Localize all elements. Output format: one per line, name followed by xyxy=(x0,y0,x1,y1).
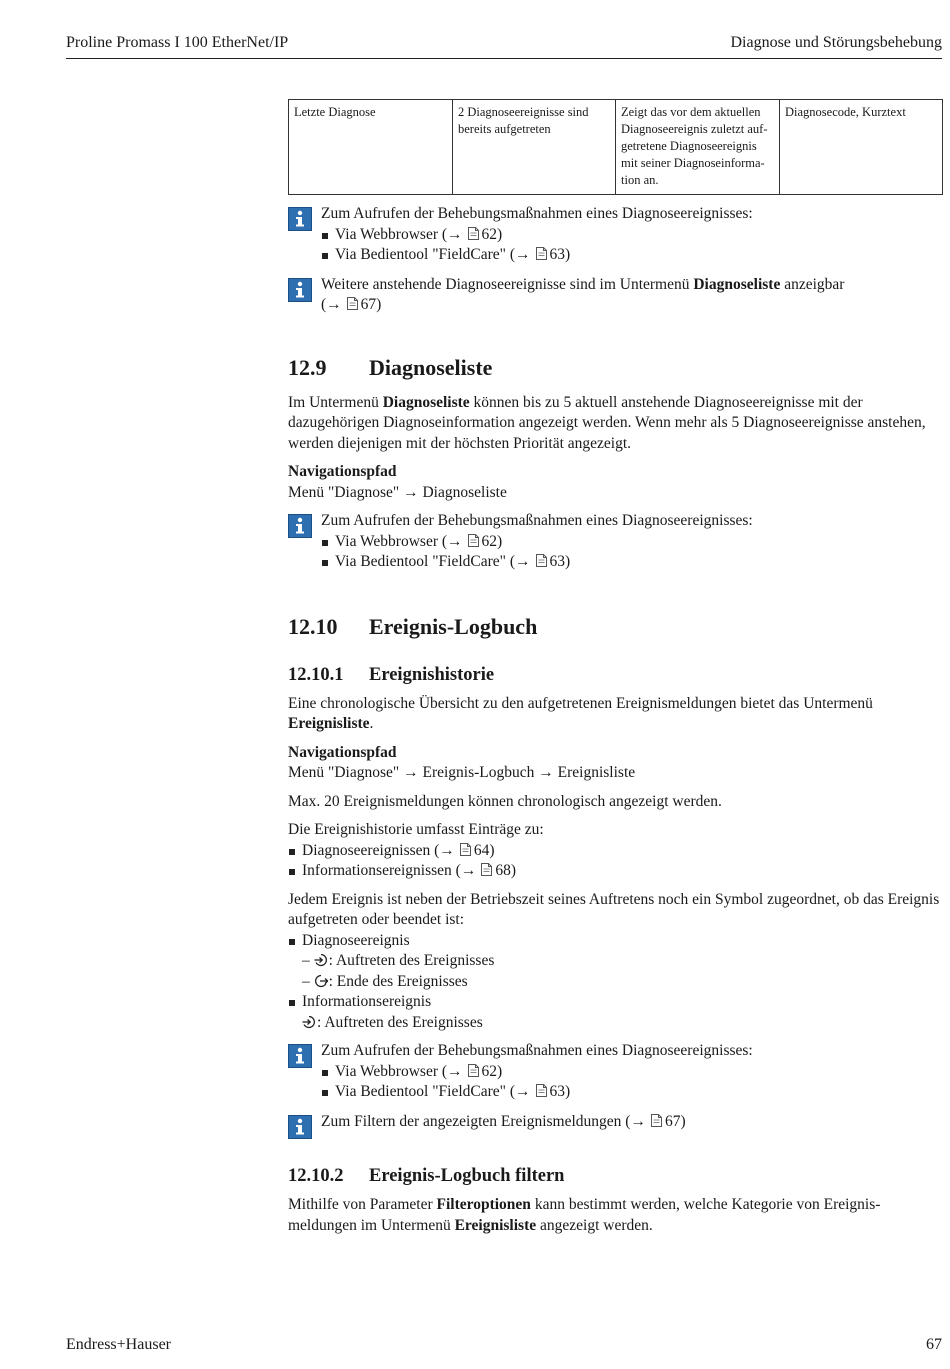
paragraph: Die Ereignishistorie umfasst Einträge zu: xyxy=(288,821,544,838)
ref-text: Diagnoseereignissen (→ xyxy=(302,841,455,859)
menu-name: Ereignisliste xyxy=(454,1216,537,1234)
info-icon xyxy=(288,1115,312,1139)
section-title: Ereignis-Logbuch xyxy=(369,613,538,639)
subsection-number: 12.10.2 xyxy=(288,1166,344,1186)
header-product-name: Proline Promass I 100 EtherNet/IP xyxy=(66,34,289,51)
page-icon xyxy=(651,1114,662,1127)
text: Diagnoseereignis xyxy=(302,931,410,949)
list-item xyxy=(321,552,942,573)
diagnosis-table xyxy=(288,99,943,195)
note-text: Zum Aufrufen der Behebungsmaßnahmen eines Diagnoseereignisses: xyxy=(321,205,753,222)
note-text: anzeigbar xyxy=(784,275,845,293)
sub-list-item: – : Auftreten des Ereignisses xyxy=(302,952,495,969)
page-icon xyxy=(536,1084,547,1097)
page-icon xyxy=(536,554,547,567)
text: Eine chronologische Übersicht zu den aufgetretenen Ereignismeldungen bietet das Untermenü xyxy=(288,694,873,712)
paragraph: Max. 20 Ereignismeldungen können chronologisch angezeigt werden. xyxy=(288,792,722,810)
ref-text: Via Webbrowser (→ xyxy=(335,532,463,550)
text: Informationsereignis xyxy=(302,993,432,1010)
page-ref[interactable]: 67) xyxy=(664,1112,686,1130)
text: . xyxy=(369,715,374,732)
page-ref[interactable]: 62) xyxy=(481,1062,503,1080)
menu-name: Diagnoseliste xyxy=(693,275,781,293)
page-ref[interactable]: 64) xyxy=(473,841,495,859)
section-title: Diagnoseliste xyxy=(369,354,493,380)
page-ref[interactable]: 67) xyxy=(360,296,382,313)
info-note xyxy=(288,204,942,266)
subsection-title: Ereignis-Logbuch filtern xyxy=(369,1166,565,1186)
note-text: Zum Aufrufen der Behebungsmaßnahmen eines Diagnoseereignisses: xyxy=(321,1042,753,1059)
menu-name: Ereignisliste xyxy=(288,715,370,732)
paragraph: Jedem Ereignis ist neben der Betriebszeit seines Auftretens noch ein Symbol zugeordnet, ob das Ereignis aufgetreten oder beendet ist: xyxy=(288,890,940,928)
subsection-heading xyxy=(288,663,942,687)
text: Mithilfe von Parameter xyxy=(288,1196,433,1213)
list-item xyxy=(321,245,942,266)
page-icon xyxy=(481,863,492,876)
note-text: Weitere anstehende Diagnoseereignisse sind im Untermenü xyxy=(321,275,690,293)
table-cell: Zeigt das vor dem aktuellen Diagnoseereignis zuletzt aufgetretene Diagnoseereignis mit seiner Diagnoseinformation an. xyxy=(616,100,780,195)
page-icon xyxy=(460,843,471,856)
list-item xyxy=(321,1062,942,1083)
page-icon xyxy=(468,1064,479,1077)
section-number: 12.10 xyxy=(288,613,338,639)
section-number: 12.9 xyxy=(288,354,327,380)
page-icon xyxy=(536,247,547,260)
nav-path: Menü "Diagnose" → Diagnoseliste xyxy=(288,483,507,501)
list-item xyxy=(321,225,942,246)
page-ref[interactable]: 62) xyxy=(481,532,503,550)
info-icon xyxy=(288,207,312,231)
ref-text: Via Webbrowser (→ xyxy=(335,225,463,243)
parameter-name: Filteroptionen xyxy=(436,1196,531,1213)
subsection-number: 12.10.1 xyxy=(288,664,344,685)
list-item xyxy=(288,861,942,882)
info-icon xyxy=(288,278,312,302)
list-item xyxy=(288,931,942,952)
list-item xyxy=(321,532,942,553)
event-ended-icon xyxy=(314,974,328,988)
paragraph xyxy=(288,1195,942,1236)
text: : Auftreten des Ereignisses xyxy=(328,952,495,969)
info-note xyxy=(288,511,942,573)
ref-text: (→ xyxy=(321,296,342,313)
sub-list-item xyxy=(288,1013,942,1034)
info-note xyxy=(288,275,942,316)
list-item xyxy=(321,1082,942,1103)
sub-list-item: – : Ende des Ereignisses xyxy=(302,972,468,990)
section-heading xyxy=(288,613,942,641)
text: Im Untermenü xyxy=(288,393,379,411)
event-occurred-icon xyxy=(314,953,328,967)
ref-text: Informationsereignissen (→ xyxy=(302,862,477,879)
list-item xyxy=(288,841,942,862)
text: kann bestimmt werden, welche Kategorie von Ereignismeldungen im Untermenü xyxy=(288,1196,881,1234)
paragraph xyxy=(288,694,942,735)
note-text: Zum Aufrufen der Behebungsmaßnahmen eines Diagnoseereignisses: xyxy=(321,512,753,529)
text: angezeigt werden. xyxy=(540,1216,653,1234)
subsection-title: Ereignishistorie xyxy=(369,664,495,685)
page-ref[interactable]: 63) xyxy=(549,1083,571,1100)
ref-text: Via Webbrowser (→ xyxy=(335,1062,463,1080)
info-icon xyxy=(288,514,312,538)
section-heading xyxy=(288,354,942,382)
table-cell: Diagnosecode, Kurztext xyxy=(780,100,943,195)
ref-text: Via Bedientool "FieldCare" (→ xyxy=(335,1083,531,1100)
page-header xyxy=(66,34,942,59)
list-item xyxy=(288,992,942,1013)
text: : Auftreten des Ereignisses xyxy=(317,1013,483,1031)
ref-text: Via Bedientool "FieldCare" (→ xyxy=(335,246,531,263)
page-ref[interactable]: 63) xyxy=(549,553,571,570)
table-row xyxy=(289,100,943,195)
nav-path: Menü "Diagnose" → Ereignis-Logbuch → Ereignisliste xyxy=(288,764,636,781)
page-icon xyxy=(347,297,358,310)
subsection-heading xyxy=(288,1164,942,1188)
nav-path-title: Navigationspfad xyxy=(288,743,397,761)
info-icon xyxy=(288,1044,312,1068)
event-occurred-icon xyxy=(302,1015,316,1029)
ref-text: Via Bedientool "FieldCare" (→ xyxy=(335,553,531,570)
text: können bis zu 5 aktuell anstehende Diagnoseereignisse mit der dazugehörigen Diagnoseinformation angezeigt werden. Wenn mehr als 5 Diagnoseereignisse anstehen, werden diejenigen mit der höchsten Priorität angezeigt. xyxy=(288,393,926,452)
table-cell: Letzte Diagnose xyxy=(289,100,453,195)
page-icon xyxy=(468,534,479,547)
footer-company: Endress+Hauser xyxy=(66,1336,171,1353)
page-ref[interactable]: 68) xyxy=(495,862,517,879)
page-number: 67 xyxy=(926,1336,942,1353)
page-ref[interactable]: 62) xyxy=(481,225,503,243)
page-ref[interactable]: 63) xyxy=(549,246,571,263)
nav-path-title: Navigationspfad xyxy=(288,463,397,480)
text: : Ende des Ereignisses xyxy=(328,972,468,990)
page-content xyxy=(288,99,942,1236)
info-note xyxy=(288,1112,942,1133)
paragraph xyxy=(288,393,942,455)
header-chapter-title: Diagnose und Störungsbehebung xyxy=(730,34,942,51)
menu-name: Diagnoseliste xyxy=(382,393,470,411)
table-cell: 2 Diagnoseereignisse sind bereits aufgetreten xyxy=(453,100,616,195)
info-note xyxy=(288,1041,942,1103)
note-text: Zum Filtern der angezeigten Ereignismeldungen (→ xyxy=(321,1112,646,1130)
page-icon xyxy=(468,227,479,240)
